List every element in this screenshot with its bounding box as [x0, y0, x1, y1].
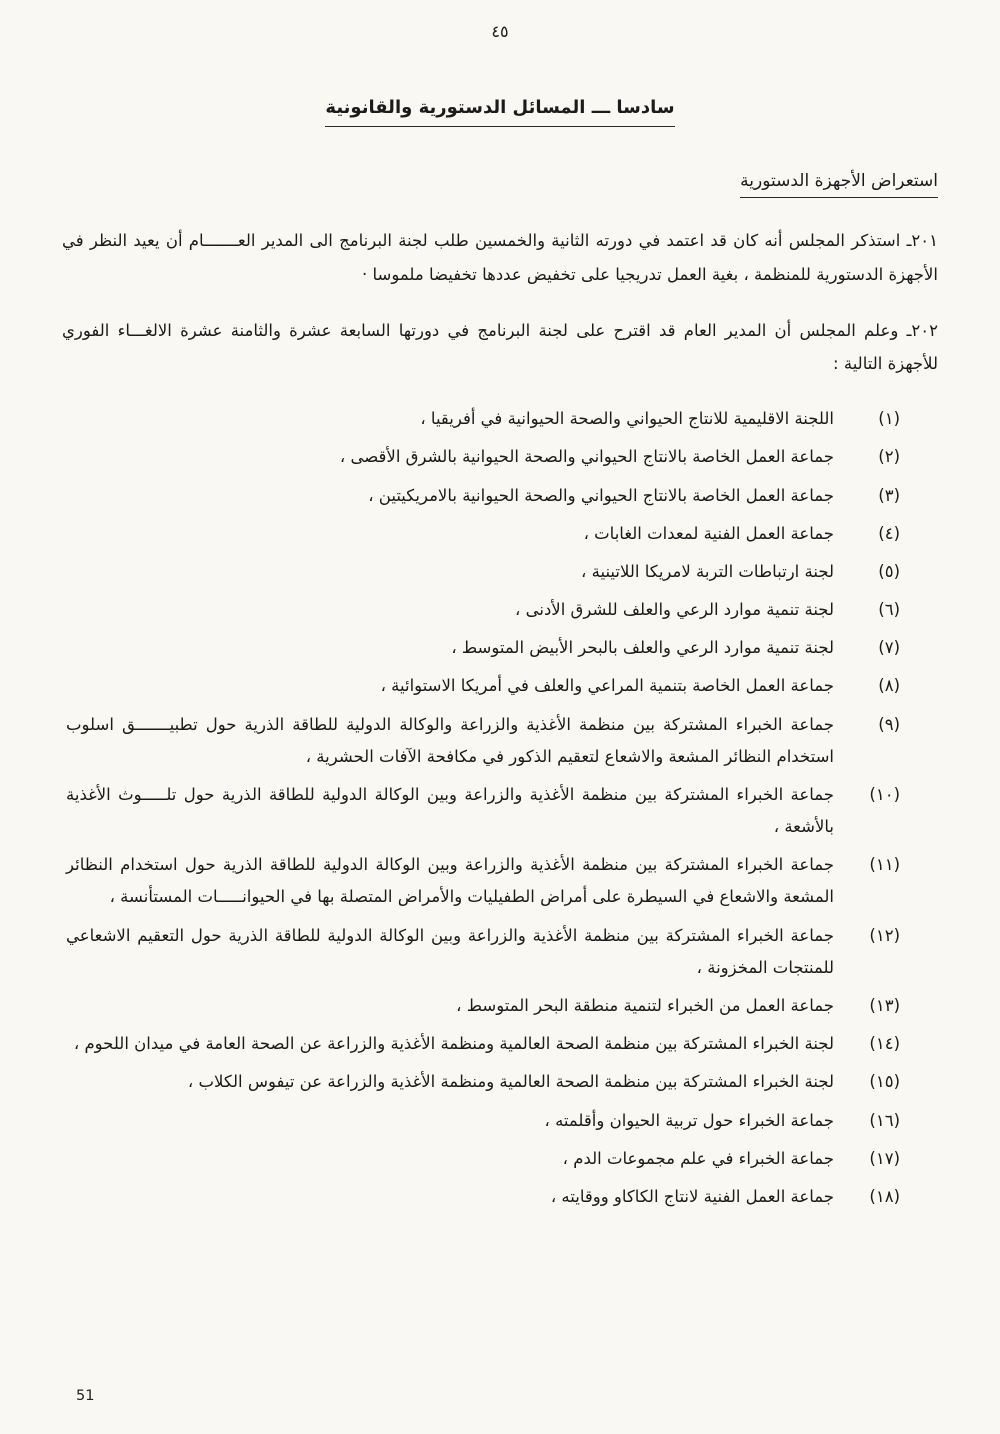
page-number-top: ٤٥	[491, 22, 509, 41]
list-item-text: اللجنة الاقليمية للانتاج الحيواني والصحة الحيوانية في أفريقيا ،	[420, 409, 834, 429]
list-item	[62, 1143, 900, 1175]
list-item-number: (٤)	[878, 523, 900, 543]
list-item	[62, 670, 900, 702]
list-item-text: جماعة العمل من الخبراء لتنمية منطقة البحر المتوسط ،	[456, 996, 834, 1015]
list-item-number: (٧)	[878, 638, 900, 658]
section-title: سادسا ـــ المسائل الدستورية والقانونية	[325, 97, 674, 127]
list-item	[62, 403, 900, 435]
list-item-text: جماعة الخبراء في علم مجموعات الدم ،	[562, 1148, 834, 1168]
list-item-text: لجنة تنمية موارد الرعي والعلف للشرق الأدنى ،	[515, 600, 834, 620]
list-item	[62, 594, 900, 626]
paragraph-201-text: استذكر المجلس أنه كان قد اعتمد في دورته الثانية والخمسين طلب لجنة البرنامج الى المدير العـــــــام أن يعيد النظر في الأجهزة الدستورية للمنظمة ، بغية العمل تدريجيا على تخفيض عددها تخفيضا ملموسا ·	[62, 231, 938, 284]
list-item-number: (٢)	[878, 447, 900, 467]
list-item	[62, 480, 900, 512]
list-item	[62, 632, 900, 664]
list-item-text: جماعة الخبراء حول تربية الحيوان وأقلمته ،	[544, 1110, 834, 1130]
paragraph-201	[62, 224, 938, 292]
list-item-text: لجنة الخبراء المشتركة بين منظمة الصحة العالمية ومنظمة الأغذية والزراعة عن الصحة العامة في ميدان اللحوم ،	[73, 1034, 834, 1054]
list-item	[62, 556, 900, 588]
list-item-number: (١١)	[869, 855, 900, 875]
list-item-text: جماعة الخبراء المشتركة بين منظمة الأغذية والزراعة والوكالة الدولية للطاقة الذرية حول تطبيـــــــق اسلوب استخدام النظائر المشعة والاشعاع لتعقيم الذكور في مكافحة الآفات الحشرية ،	[66, 714, 834, 766]
list-item-text: لجنة ارتباطات التربة لامريكا اللاتينية ،	[581, 561, 834, 581]
list-item-number: (١٦)	[869, 1110, 900, 1130]
list-item-number: (١٤)	[869, 1034, 900, 1054]
list-item-number: (٨)	[878, 676, 900, 696]
list-item-number: (١٨)	[869, 1186, 900, 1206]
list-item-number: (١٠)	[869, 784, 900, 804]
list-item-text: جماعة العمل الخاصة بتنمية المراعي والعلف في أمريكا الاستوائية ،	[380, 676, 834, 696]
list-item-number: (١٥)	[869, 1072, 900, 1092]
list-item-number: (١٧)	[869, 1148, 900, 1168]
list-item-number: (٣)	[878, 485, 900, 505]
list-item-number: (٥)	[878, 561, 900, 581]
section-title-wrap	[62, 97, 938, 127]
list-item	[62, 849, 900, 913]
list-item-text: لجنة الخبراء المشتركة بين منظمة الصحة العالمية ومنظمة الأغذية والزراعة عن تيفوس الكلاب ،	[187, 1072, 834, 1092]
subsection-title: استعراض الأجهزة الدستورية	[740, 171, 938, 198]
list-item	[62, 709, 900, 773]
list-item-text: جماعة الخبراء المشتركة بين منظمة الأغذية والزراعة وبين الوكالة الدولية للطاقة الذرية حول استخدام النظائر المشعة والاشعاع في السيطرة على أمراض الطفيليات والأمراض المتصلة بها في الحيوانـــــات المستأنسة ،	[66, 855, 834, 907]
list-item-text: جماعة العمل الفنية لمعدات الغابات ،	[583, 523, 834, 543]
list-item-text: جماعة العمل الخاصة بالانتاج الحيواني والصحة الحيوانية بالشرق الأقصى ،	[339, 447, 834, 467]
list-item	[62, 1028, 900, 1060]
constitutional-bodies-list	[62, 403, 938, 1213]
list-item-text: جماعة العمل الخاصة بالانتاج الحيواني والصحة الحيوانية بالامريكيتين ،	[368, 485, 834, 505]
list-item-text: جماعة الخبراء المشتركة بين منظمة الأغذية والزراعة وبين الوكالة الدولية للطاقة الذرية حول تلـــــوث الأغذية بالأشعة ،	[66, 784, 834, 837]
list-item-number: (١٣)	[869, 996, 900, 1015]
paragraph-202-number: ٢٠٢ـ	[906, 320, 938, 340]
paragraph-202	[62, 314, 938, 382]
list-item	[62, 1105, 900, 1137]
page-number-bottom: 51	[76, 1388, 95, 1404]
list-item	[62, 441, 900, 473]
list-item-number: (٦)	[878, 600, 900, 620]
list-item	[62, 990, 900, 1022]
list-item	[62, 920, 900, 984]
list-item-text: جماعة الخبراء المشتركة بين منظمة الأغذية والزراعة وبين الوكالة الدولية للطاقة الذرية حول التعقيم الاشعاعي للمنتجات المخزونة ،	[66, 925, 834, 977]
list-item-number: (١٢)	[869, 925, 900, 945]
list-item	[62, 518, 900, 550]
list-item-text: جماعة العمل الفنية لانتاج الكاكاو ووقايته ،	[550, 1186, 834, 1206]
list-item	[62, 1066, 900, 1098]
list-item-number: (١)	[878, 409, 900, 429]
list-item-number: (٩)	[878, 714, 900, 734]
list-item	[62, 1181, 900, 1213]
paragraph-202-text: وعلم المجلس أن المدير العام قد اقترح على لجنة البرنامج في دورتها السابعة عشرة والثامنة عشرة الالغـــاء الفوري للأجهزة التالية :	[62, 320, 938, 374]
paragraph-201-number: ٢٠١ـ	[906, 231, 938, 250]
list-item-text: لجنة تنمية موارد الرعي والعلف بالبحر الأبيض المتوسط ،	[451, 638, 834, 658]
list-item	[62, 779, 900, 843]
subsection-title-wrap	[62, 171, 938, 198]
